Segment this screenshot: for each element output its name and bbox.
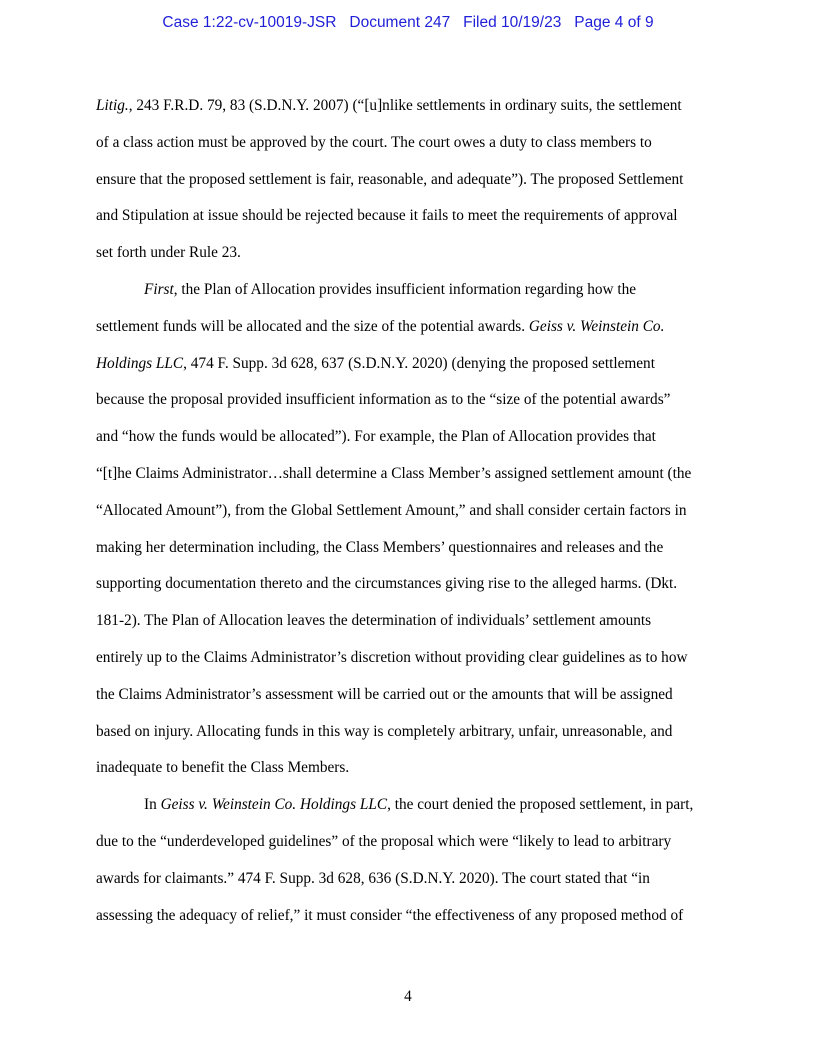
case-number: Case 1:22-cv-10019-JSR xyxy=(162,14,337,31)
document-body xyxy=(96,88,720,934)
page-number: 4 xyxy=(404,988,412,1005)
text-segment: , 474 F. Supp. 3d 628, 637 (S.D.N.Y. 2020) (denying the proposed settlement xyxy=(183,354,655,372)
text-line xyxy=(96,640,720,677)
text-line xyxy=(96,566,720,603)
text-segment: “Allocated Amount”), from the Global Settlement Amount,” and shall consider certain factors in xyxy=(96,501,687,519)
text-line xyxy=(96,382,720,419)
italic-text-segment: Litig. xyxy=(96,97,129,114)
text-segment: , the court denied the proposed settlement, in part, xyxy=(387,796,694,814)
text-line xyxy=(96,309,720,346)
text-segment: because the proposal provided insufficient information as to the “size of the potential awards” xyxy=(96,391,671,409)
text-line xyxy=(96,235,720,272)
text-line xyxy=(96,346,720,383)
text-line xyxy=(96,272,720,309)
text-segment: ensure that the proposed settlement is fair, reasonable, and adequate”). The proposed Settlement xyxy=(96,170,684,188)
ecf-header xyxy=(0,14,816,32)
text-line xyxy=(96,603,720,640)
text-segment: , 243 F.R.D. 79, 83 (S.D.N.Y. 2007) (“[u]nlike settlements in ordinary suits, the settlement xyxy=(128,97,682,114)
text-segment: and Stipulation at issue should be rejected because it fails to meet the requirements of approval xyxy=(96,207,678,225)
text-segment: awards for claimants.” 474 F. Supp. 3d 628, 636 (S.D.N.Y. 2020). The court stated that “in xyxy=(96,869,650,887)
text-line xyxy=(96,162,720,199)
text-segment: In xyxy=(144,796,161,814)
text-line xyxy=(96,88,720,125)
text-segment: supporting documentation thereto and the circumstances giving rise to the alleged harms. (Dkt. xyxy=(96,575,678,593)
text-line xyxy=(96,419,720,456)
text-segment: due to the “underdeveloped guidelines” of the proposal which were “likely to lead to arbitrary xyxy=(96,832,672,850)
filed-date: Filed 10/19/23 xyxy=(463,14,562,31)
text-line xyxy=(96,677,720,714)
document-number: Document 247 xyxy=(349,14,451,31)
text-line xyxy=(96,456,720,493)
text-line xyxy=(96,824,720,861)
text-segment: , the Plan of Allocation provides insufficient information regarding how the xyxy=(173,280,637,298)
text-segment: of a class action must be approved by the court. The court owes a duty to class members to xyxy=(96,133,652,151)
text-segment: based on injury. Allocating funds in this way is completely arbitrary, unfair, unreasonable, and xyxy=(96,722,673,740)
text-line xyxy=(96,750,720,787)
text-segment: set forth under Rule 23. xyxy=(96,244,241,262)
text-segment: 181-2). The Plan of Allocation leaves the determination of individuals’ settlement amounts xyxy=(96,612,652,630)
text-line xyxy=(96,493,720,530)
text-segment: making her determination including, the Class Members’ questionnaires and releases and the xyxy=(96,538,664,556)
italic-text-segment: First xyxy=(144,280,174,298)
text-segment: assessing the adequacy of relief,” it must consider “the effectiveness of any proposed method of xyxy=(96,906,684,924)
text-line xyxy=(96,714,720,751)
text-segment: “[t]he Claims Administrator…shall determine a Class Member’s assigned settlement amount (the xyxy=(96,464,692,482)
italic-text-segment: Geiss v. Weinstein Co. Holdings LLC xyxy=(160,796,388,814)
text-line xyxy=(96,198,720,235)
text-line xyxy=(96,898,720,935)
text-line xyxy=(96,787,720,824)
text-segment: and “how the funds would be allocated”). For example, the Plan of Allocation provides that xyxy=(96,428,656,446)
italic-text-segment: Geiss v. Weinstein Co. xyxy=(528,317,665,335)
text-segment: the Claims Administrator’s assessment will be carried out or the amounts that will be assigned xyxy=(96,685,673,703)
italic-text-segment: Holdings LLC xyxy=(96,354,184,372)
text-segment: settlement funds will be allocated and the size of the potential awards. xyxy=(96,317,529,335)
text-segment: inadequate to benefit the Class Members. xyxy=(96,759,350,777)
text-segment: entirely up to the Claims Administrator’s discretion without providing clear guidelines as to how xyxy=(96,648,688,666)
text-line xyxy=(96,530,720,567)
text-line xyxy=(96,861,720,898)
page-indicator: Page 4 of 9 xyxy=(574,14,654,31)
text-line xyxy=(96,125,720,162)
